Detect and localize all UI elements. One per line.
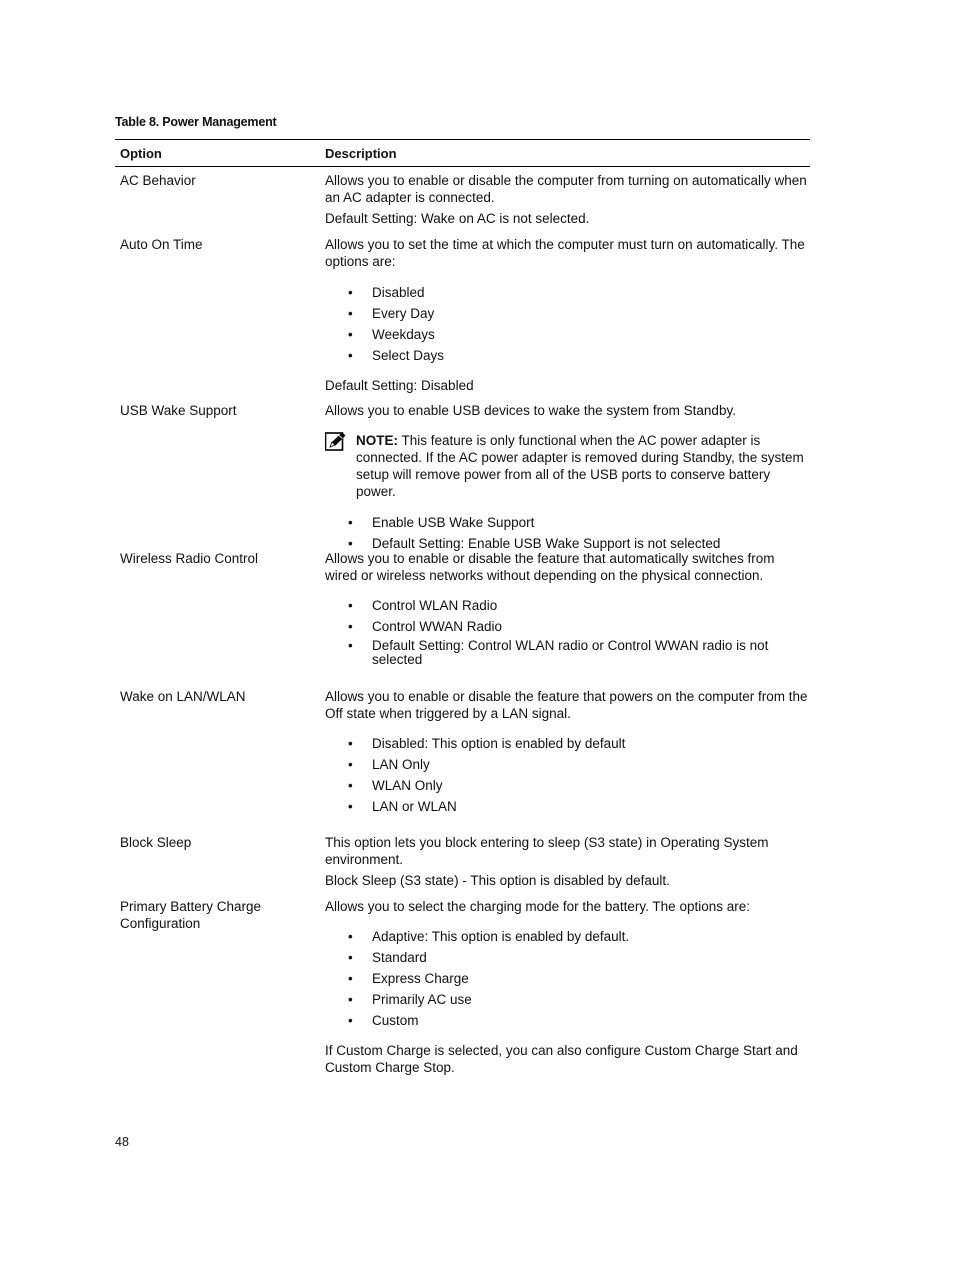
pencil-note-icon xyxy=(325,432,347,452)
default-setting: Default Setting: Wake on AC is not selected. xyxy=(325,211,590,226)
options-list xyxy=(325,735,810,815)
bullet: • xyxy=(348,327,353,342)
bullet: • xyxy=(348,348,353,363)
bullet: • xyxy=(348,778,353,793)
bullet: • xyxy=(348,598,353,613)
option-name: Block Sleep xyxy=(120,835,192,850)
bullet: • xyxy=(348,536,353,551)
list-item: • Default Setting: Control WLAN radio or Control WWAN radio is not selected xyxy=(348,638,769,667)
option-name: USB Wake Support xyxy=(120,403,237,418)
page-number: 48 xyxy=(115,1135,129,1149)
option-description xyxy=(325,898,810,1076)
table-header xyxy=(115,140,810,167)
option-description xyxy=(325,834,810,889)
bullet: • xyxy=(348,619,353,634)
description-text: Allows you to select the charging mode for the battery. The options are: xyxy=(325,899,750,914)
list-item: • Every Day xyxy=(348,306,435,321)
list-item: • Weekdays xyxy=(348,327,435,342)
description-text: Allows you to enable or disable the computer from turning on automatically when an AC adapter is connected. xyxy=(325,173,807,205)
option-name: Wireless Radio Control xyxy=(120,551,259,566)
description-text: Allows you to set the time at which the computer must turn on automatically. The options are: xyxy=(325,237,805,269)
option-description xyxy=(325,402,810,552)
bullet: • xyxy=(348,306,353,321)
list-item: • Control WLAN Radio xyxy=(348,598,498,613)
bullet: • xyxy=(348,1013,353,1028)
bullet: • xyxy=(348,950,353,965)
description-text: Allows you to enable USB devices to wake the system from Standby. xyxy=(325,403,736,418)
list-item: • WLAN Only xyxy=(348,778,443,793)
list-item: • Adaptive: This option is enabled by default. xyxy=(348,929,630,944)
list-item: • Enable USB Wake Support xyxy=(348,515,535,530)
option-description xyxy=(325,172,810,227)
option-description xyxy=(325,688,810,815)
description-text: Allows you to enable or disable the feature that powers on the computer from the Off state when triggered by a LAN signal. xyxy=(325,689,808,721)
default-setting: Default Setting: Disabled xyxy=(325,378,474,393)
note-label: NOTE: xyxy=(356,433,398,448)
power-management-table xyxy=(115,139,810,1075)
option-name: Wake on LAN/WLAN xyxy=(120,689,246,704)
description-text: This option lets you block entering to sleep (S3 state) in Operating System environment. xyxy=(325,835,769,867)
bullet: • xyxy=(348,992,353,1007)
list-item: • Express Charge xyxy=(348,971,469,986)
options-list xyxy=(325,928,810,1029)
list-item: • LAN Only xyxy=(348,757,430,772)
option-name: Primary Battery Charge Configuration xyxy=(120,899,262,931)
list-item: • Default Setting: Enable USB Wake Support is not selected xyxy=(348,536,721,551)
options-list xyxy=(325,284,810,364)
option-name: Auto On Time xyxy=(120,237,203,252)
list-item: • Primarily AC use xyxy=(348,992,472,1007)
description-text: Allows you to enable or disable the feature that automatically switches from wired or wireless networks without depending on the physical connection. xyxy=(325,551,775,583)
bullet: • xyxy=(348,638,353,653)
header-description: Description xyxy=(325,145,397,161)
option-description xyxy=(325,236,810,394)
bullet: • xyxy=(348,971,353,986)
note-box xyxy=(325,432,810,500)
table-caption: Table 8. Power Management xyxy=(115,115,277,129)
option-description xyxy=(325,550,810,667)
list-item: • Disabled: This option is enabled by default xyxy=(348,736,626,751)
list-item: • Select Days xyxy=(348,348,445,363)
default-setting: Block Sleep (S3 state) - This option is disabled by default. xyxy=(325,873,670,888)
header-option: Option xyxy=(120,145,162,161)
list-item: • Custom xyxy=(348,1013,419,1028)
list-item: • Standard xyxy=(348,950,427,965)
bullet: • xyxy=(348,515,353,530)
footer-text: If Custom Charge is selected, you can also configure Custom Charge Start and Custom Charge Stop. xyxy=(325,1043,798,1075)
option-name: AC Behavior xyxy=(120,173,196,188)
bullet: • xyxy=(348,929,353,944)
list-item: • Control WWAN Radio xyxy=(348,619,503,634)
bullet: • xyxy=(348,285,353,300)
options-list xyxy=(325,514,810,552)
bullet: • xyxy=(348,736,353,751)
bullet: • xyxy=(348,799,353,814)
options-list xyxy=(325,597,810,667)
bullet: • xyxy=(348,757,353,772)
note-text: NOTE: This feature is only functional when the AC power adapter is connected. If the AC power adapter is removed during Standby, the system setup will remove power from all of the USB ports to conserve battery power. xyxy=(356,433,804,499)
list-item: • LAN or WLAN xyxy=(348,799,457,814)
list-item: • Disabled xyxy=(348,285,425,300)
